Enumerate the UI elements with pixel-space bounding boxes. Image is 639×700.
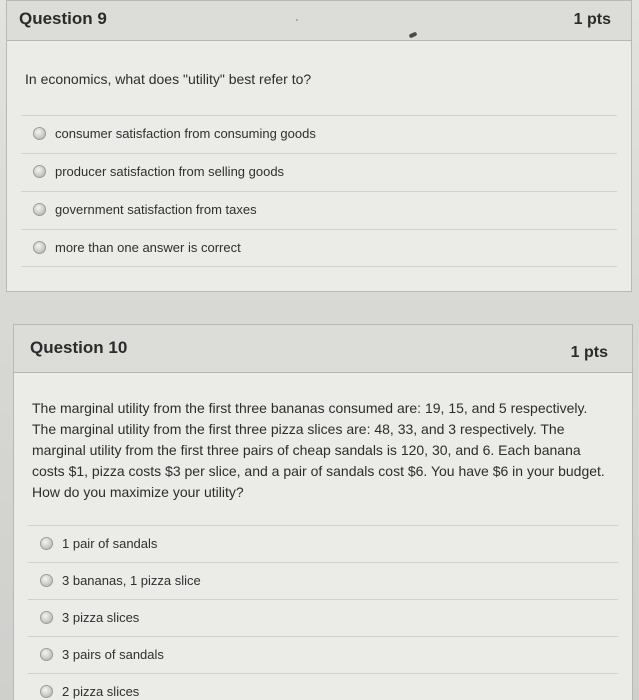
question-10-title: Question 10: [30, 338, 128, 357]
answer-label: 3 bananas, 1 pizza slice: [62, 573, 201, 588]
question-9-text: In economics, what does "utility" best refer to?: [25, 71, 312, 87]
radio-button[interactable]: [40, 537, 53, 550]
answer-option[interactable]: [21, 229, 617, 267]
question-9-card: [6, 0, 632, 292]
question-9-title: Question 9: [19, 9, 107, 28]
radio-button[interactable]: [40, 648, 53, 661]
question-9-points: 1 pts: [573, 11, 611, 28]
answer-label: 3 pizza slices: [62, 610, 140, 625]
question-10-header: [14, 325, 632, 373]
radio-button[interactable]: [40, 574, 53, 587]
answer-option[interactable]: [21, 115, 617, 153]
answer-label: 3 pairs of sandals: [62, 647, 164, 662]
radio-button[interactable]: [33, 241, 46, 254]
answer-label: consumer satisfaction from consuming goods: [55, 126, 316, 141]
question-10-card: [13, 324, 633, 700]
answer-option[interactable]: [28, 599, 618, 636]
question-10-text: The marginal utility from the first three bananas consumed are: 19, 15, and 5 respectively. The marginal utility from the first three pizza slices are: 48, 33, and 3 respectively. The marginal utility from the first three pairs of cheap sandals is 120, 30, and 6. Each banana costs $1, pizza costs $3 per slice, and a pair of sandals cost $6. You have $6 in your budget. How do you maximize your utility?: [32, 400, 605, 500]
radio-button[interactable]: [33, 127, 46, 140]
question-10-answers: [28, 525, 618, 700]
answer-label: producer satisfaction from selling goods: [55, 164, 285, 179]
header-dot: [296, 19, 298, 21]
radio-button[interactable]: [33, 203, 46, 216]
question-9-header: [7, 1, 631, 41]
question-10-points: 1 pts: [570, 344, 608, 361]
answer-label: more than one answer is correct: [55, 240, 241, 255]
radio-button[interactable]: [40, 611, 53, 624]
question-9-answers: [21, 115, 617, 267]
answer-option[interactable]: [28, 525, 618, 562]
answer-option[interactable]: [28, 562, 618, 599]
answer-option[interactable]: [28, 673, 618, 700]
answer-option[interactable]: [28, 636, 618, 673]
radio-button[interactable]: [40, 685, 53, 698]
answer-option[interactable]: [21, 191, 617, 229]
pen-mark: [409, 31, 418, 38]
answer-label: 2 pizza slices: [62, 684, 140, 699]
answer-label: 1 pair of sandals: [62, 536, 158, 551]
radio-button[interactable]: [33, 165, 46, 178]
answer-label: government satisfaction from taxes: [55, 202, 257, 217]
answer-option[interactable]: [21, 153, 617, 191]
